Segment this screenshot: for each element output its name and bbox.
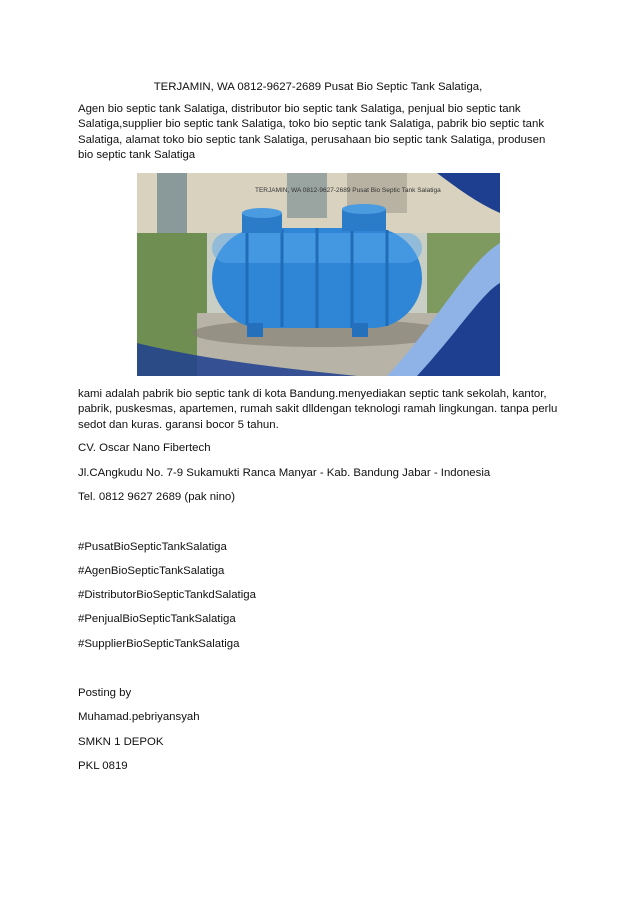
image-caption: TERJAMIN, WA 0812-9627-2689 Pusat Bio Septic Tank Salatiga [255, 187, 441, 194]
hashtag-item: #PenjualBioSepticTankSalatiga [78, 613, 236, 625]
hashtag-item: #SupplierBioSepticTankSalatiga [78, 638, 240, 650]
school-name: SMKN 1 DEPOK [78, 736, 164, 748]
title-line: TERJAMIN, WA 0812-9627-2689 Pusat Bio Septic Tank Salatiga, [153, 81, 483, 93]
septic-tank-illustration [137, 173, 500, 376]
author-name: Muhamad.pebriyansyah [78, 711, 200, 723]
company-address: Jl.CAngkudu No. 7-9 Sukamukti Ranca Manyar - Kab. Bandung Jabar - Indonesia [78, 467, 491, 479]
hashtag-item: #DistributorBioSepticTankdSalatiga [78, 589, 256, 601]
septic-tank-photo [137, 173, 500, 376]
intro-paragraph: Agen bio septic tank Salatiga, distributor bio septic tank Salatiga, penjual bio septic tank Salatiga,supplier bio septic tank Salatiga, toko bio septic tank Salatiga, pabrik bio septic tank Salatiga, alamat toko bio septic tank Salatiga, perusahaan bio septic tank Salatiga, produsen bio septic tank Salatiga [78, 103, 546, 162]
hashtag-item: #PusatBioSepticTankSalatiga [78, 541, 227, 553]
hashtag-item: #AgenBioSepticTankSalatiga [78, 565, 225, 577]
body-paragraph: kami adalah pabrik bio septic tank di kota Bandung.menyediakan septic tank sekolah, kantor, pabrik, puskesmas, apartemen, rumah sakit dlldengan teknologi ramah lingkungan. tanpa perlu sedot dan kuras. garansi bocor 5 tahun. [78, 388, 558, 431]
program-code: PKL 0819 [78, 760, 128, 772]
company-name: CV. Oscar Nano Fibertech [78, 442, 211, 454]
company-phone: Tel. 0812 9627 2689 (pak nino) [78, 491, 236, 503]
posting-label: Posting by [78, 687, 132, 699]
